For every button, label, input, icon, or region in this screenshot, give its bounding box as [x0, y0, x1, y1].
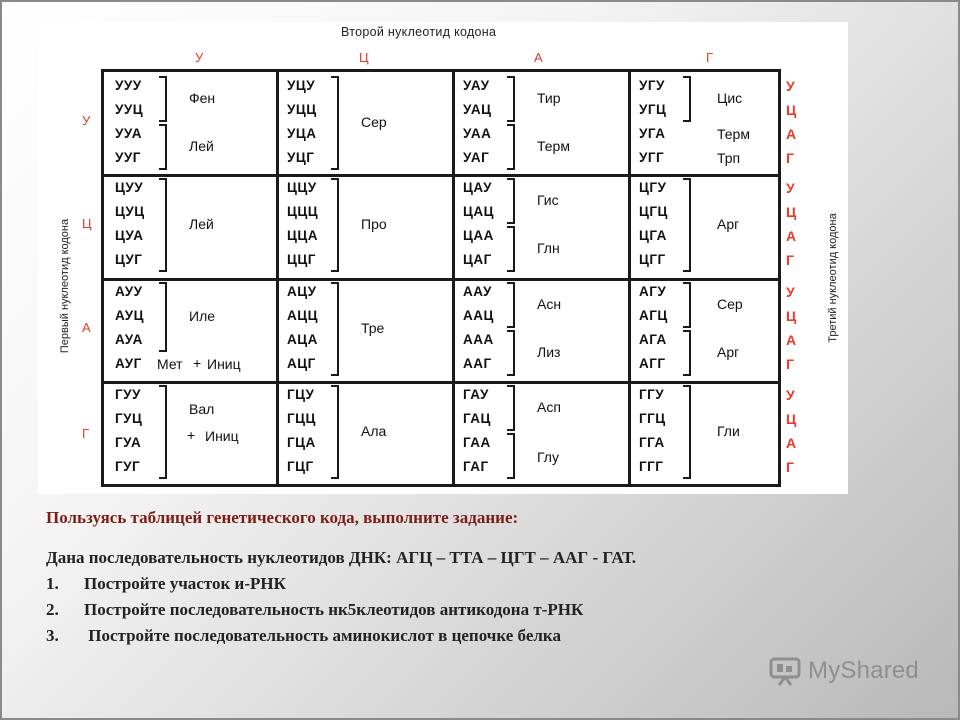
codon: ГАА [463, 435, 491, 450]
first-nucleotide-head: А [82, 319, 91, 335]
initiation-label: Иниц [207, 356, 241, 372]
second-nucleotide-head: А [534, 50, 543, 65]
amino-acid-label: Сер [717, 296, 743, 312]
third-nucleotide-letter: Ц [786, 411, 797, 427]
codon: АГЦ [639, 308, 668, 323]
task-item-number: 3. [46, 626, 59, 645]
codon: АГГ [639, 356, 666, 371]
presentation-board-icon [768, 656, 802, 686]
codon: АГА [639, 332, 667, 347]
genetic-code-grid [101, 69, 781, 487]
codon: УГГ [639, 150, 665, 165]
third-nucleotide-letter: У [786, 180, 795, 196]
codon: УГЦ [639, 102, 667, 117]
codon-group-bracket [159, 282, 167, 352]
codon: АЦГ [287, 356, 316, 371]
third-nucleotide-letter: Ц [786, 102, 797, 118]
plus-sign: + [193, 355, 202, 371]
first-nucleotide-head: Ц [82, 216, 92, 231]
codon-group-bracket [683, 330, 691, 376]
genetic-code-table-image [38, 22, 848, 494]
table-title: Второй нуклеотид кодона [341, 25, 497, 39]
codon: УЦУ [287, 78, 316, 93]
codon: ЦЦГ [287, 252, 316, 267]
codon-group-bracket [331, 282, 339, 376]
watermark-text: MyShared [808, 657, 919, 684]
codon-group-bracket [507, 385, 515, 431]
codon: АУГ [115, 356, 142, 371]
third-nucleotide-letter: Ц [786, 308, 797, 324]
codon: ГЦЦ [287, 411, 316, 426]
codon: УГА [639, 126, 666, 141]
amino-acid-label: Тир [537, 90, 561, 106]
amino-acid-label: Арг [717, 216, 740, 232]
codon: ГУА [115, 435, 142, 450]
codon-group-bracket [507, 124, 515, 170]
codon-group-bracket [507, 330, 515, 376]
codon: ЦЦУ [287, 180, 317, 195]
amino-acid-label: Лей [189, 138, 214, 154]
plus-sign: + [187, 426, 196, 443]
amino-acid-label: Лиз [537, 344, 561, 360]
codon: ААА [463, 332, 494, 347]
codon-group-bracket [683, 178, 691, 272]
third-nucleotide-letter: Г [786, 252, 794, 268]
initiation-label: Иниц [205, 427, 239, 444]
codon: ЦУГ [115, 252, 143, 267]
codon-group-bracket [159, 178, 167, 272]
codon: ЦГУ [639, 180, 667, 195]
task-item-text: Постройте последовательность аминокислот в цепочке белка [84, 626, 561, 645]
amino-acid-label: Терм [537, 138, 570, 154]
amino-acid-label: Глн [537, 240, 560, 256]
codon: АУУ [115, 284, 143, 299]
codon: АЦЦ [287, 308, 318, 323]
codon-group-bracket [683, 282, 691, 328]
codon-group-bracket [507, 226, 515, 272]
task-item [46, 574, 926, 594]
third-nucleotide-letter: А [786, 332, 797, 348]
codon: ЦАА [463, 228, 494, 243]
task-item-text: Постройте последовательность нк5клеотидов антикодона т-РНК [84, 600, 584, 619]
codon: УУУ [115, 78, 142, 93]
amino-acid-label: Ала [361, 423, 387, 439]
codon: ГАУ [463, 387, 489, 402]
first-nucleotide-head: Г [82, 425, 90, 441]
codon: АУЦ [115, 308, 144, 323]
amino-acid-label: Глу [537, 449, 559, 466]
task-item-text: Постройте участок и-РНК [84, 574, 286, 593]
task-title: Пользуясь таблицей генетического кода, выполните задание: [46, 508, 519, 527]
codon: УУЦ [115, 102, 144, 117]
grid-divider [104, 174, 778, 177]
first-nucleotide-head: У [82, 113, 91, 128]
second-nucleotide-head: Ц [359, 50, 369, 65]
codon: УЦГ [287, 150, 315, 165]
codon-group-bracket [683, 76, 691, 122]
codon: ГУГ [115, 459, 141, 474]
task-item [46, 626, 926, 646]
codon: ЦЦА [287, 228, 318, 243]
third-nucleotide-letter: Ц [786, 204, 797, 220]
second-nucleotide-head: Г [706, 50, 714, 65]
codon: ГАЦ [463, 411, 491, 426]
codon: ЦГГ [639, 252, 666, 267]
codon-group-bracket [159, 76, 167, 122]
third-nucleotide-letter: Г [786, 150, 794, 166]
amino-acid-label: Гис [537, 192, 559, 208]
codon: УЦА [287, 126, 317, 141]
third-nucleotide-label: Третий нуклеотид кодона [827, 213, 839, 343]
amino-acid-label: Арг [717, 344, 740, 360]
amino-acid-label: Фен [189, 90, 216, 106]
codon: ГЦГ [287, 459, 314, 474]
codon: ГУЦ [115, 411, 143, 426]
amino-acid-label: Вал [189, 401, 215, 418]
codon: АУА [115, 332, 143, 347]
codon: ГЦУ [287, 387, 315, 402]
codon: ЦГА [639, 228, 667, 243]
task-item-number: 2. [46, 600, 59, 619]
codon-group-bracket [159, 124, 167, 170]
third-nucleotide-letter: У [786, 387, 795, 403]
third-nucleotide-letter: Г [786, 356, 794, 372]
codon: АЦА [287, 332, 318, 347]
grid-divider [104, 381, 778, 384]
amino-acid-label: Лей [189, 216, 214, 232]
amino-acid-label: Асн [537, 296, 562, 312]
dna-sequence: Дана последовательность нуклеотидов ДНК: АГЦ – ТТА – ЦГТ – ААГ - ГАТ. [46, 548, 637, 567]
third-nucleotide-letter: У [786, 284, 795, 300]
codon: УАГ [463, 150, 490, 165]
codon: ЦУА [115, 228, 144, 243]
third-nucleotide-letter: А [786, 126, 797, 142]
codon-group-bracket [331, 178, 339, 272]
codon-group-bracket [507, 178, 515, 224]
codon: ЦГЦ [639, 204, 668, 219]
codon: ГГГ [639, 459, 664, 474]
codon: УГУ [639, 78, 665, 93]
third-nucleotide-letter: А [786, 435, 797, 451]
amino-acid-label: Цис [717, 90, 743, 106]
codon: АГУ [639, 284, 667, 299]
task-list [46, 574, 926, 646]
codon-group-bracket [331, 385, 339, 479]
amino-acid-label: Тре [361, 320, 385, 336]
codon-group-bracket [507, 433, 515, 479]
task-item [46, 600, 926, 620]
third-nucleotide-letter: Г [786, 459, 794, 475]
codon: ААУ [463, 284, 492, 299]
amino-acid-label: Терм [717, 126, 750, 142]
amino-acid-label: Гли [717, 423, 740, 439]
codon: ГГА [639, 435, 665, 450]
codon: ЦАГ [463, 252, 492, 267]
amino-acid-label: Про [361, 216, 387, 232]
amino-acid-label: Сер [361, 114, 387, 130]
amino-acid-label: Трп [717, 150, 741, 166]
codon: УАЦ [463, 102, 492, 117]
second-nucleotide-head: У [195, 50, 204, 65]
grid-divider [104, 278, 778, 281]
myshared-watermark [768, 656, 919, 686]
codon-group-bracket [159, 385, 167, 479]
codon: ГЦА [287, 435, 316, 450]
codon-group-bracket [507, 282, 515, 328]
codon: ЦАЦ [463, 204, 494, 219]
codon: ААГ [463, 356, 492, 371]
codon: УУА [115, 126, 143, 141]
codon: ГАГ [463, 459, 489, 474]
codon: УЦЦ [287, 102, 317, 117]
amino-acid-label: Иле [189, 308, 216, 324]
codon-group-bracket [507, 76, 515, 122]
codon-group-bracket [683, 385, 691, 479]
codon: АЦУ [287, 284, 317, 299]
task-item-number: 1. [46, 574, 59, 593]
codon: ЦЦЦ [287, 204, 319, 219]
codon: ГГУ [639, 387, 665, 402]
task-block [46, 508, 926, 652]
codon: ЦАУ [463, 180, 492, 195]
codon: ГУУ [115, 387, 141, 402]
codon: УУГ [115, 150, 141, 165]
amino-acid-label: Асп [537, 399, 561, 415]
codon: УАУ [463, 78, 490, 93]
codon-group-bracket [331, 76, 339, 170]
codon: ААЦ [463, 308, 494, 323]
third-nucleotide-letter: А [786, 228, 797, 244]
codon: ЦУУ [115, 180, 144, 195]
codon: ГГЦ [639, 411, 666, 426]
third-nucleotide-letter: У [786, 78, 795, 94]
codon: ЦУЦ [115, 204, 145, 219]
codon: УАА [463, 126, 492, 141]
amino-acid-label: Мет [157, 356, 183, 372]
first-nucleotide-label: Первый нуклеотид кодона [59, 218, 71, 354]
